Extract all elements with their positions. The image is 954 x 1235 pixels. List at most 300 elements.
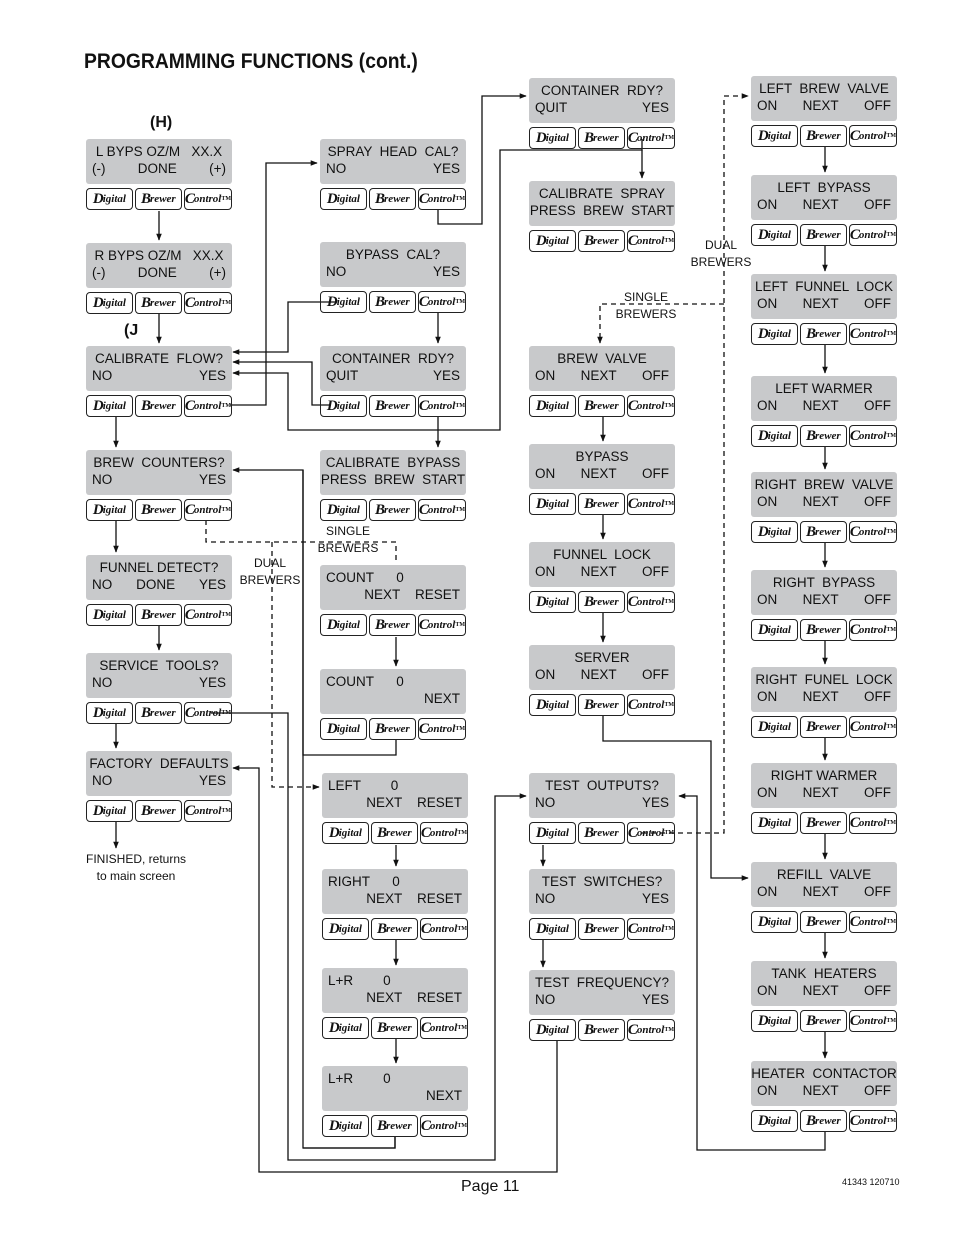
key-initial: D bbox=[326, 190, 338, 207]
key-initial: C bbox=[184, 190, 195, 207]
right-button[interactable] bbox=[184, 702, 232, 724]
lcd-text: ON bbox=[757, 983, 778, 998]
key-label: rewer bbox=[593, 699, 619, 711]
key-label: rewer bbox=[593, 827, 619, 839]
right-button[interactable] bbox=[420, 822, 468, 844]
lcd-text: DONE bbox=[137, 161, 177, 176]
middle-button[interactable] bbox=[371, 1115, 418, 1137]
left-button[interactable] bbox=[322, 918, 369, 940]
key-initial: C bbox=[627, 232, 638, 249]
lcd-text: LEFT BYPASS bbox=[777, 180, 871, 195]
middle-button[interactable] bbox=[800, 619, 847, 641]
key-label: rewer bbox=[150, 609, 176, 621]
right-button[interactable] bbox=[627, 230, 675, 252]
key-initial: B bbox=[377, 1117, 388, 1134]
left-button[interactable] bbox=[751, 716, 798, 738]
key-initial: C bbox=[849, 127, 860, 144]
menu-node-right-bypass bbox=[751, 570, 897, 641]
lcd-text: RIGHT 0 bbox=[328, 874, 400, 889]
key-label: rewer bbox=[150, 707, 176, 719]
right-button[interactable] bbox=[184, 604, 232, 626]
lcd-text: R BYPS OZ/M XX.X bbox=[94, 248, 224, 263]
key-initial: D bbox=[326, 501, 338, 518]
left-button[interactable] bbox=[529, 1019, 576, 1041]
lcd-display bbox=[751, 763, 897, 808]
lcd-text: (+) bbox=[209, 265, 226, 280]
key-initial: D bbox=[535, 920, 547, 937]
key-label: ontrol bbox=[429, 827, 458, 839]
right-button[interactable] bbox=[184, 292, 232, 314]
key-initial: C bbox=[184, 606, 195, 623]
key-label: igital bbox=[767, 430, 791, 442]
lcd-text: YES bbox=[641, 100, 669, 115]
key-initial: C bbox=[849, 718, 860, 735]
middle-button[interactable] bbox=[578, 230, 625, 252]
lcd-text: NEXT bbox=[580, 564, 617, 579]
key-label: igital bbox=[102, 707, 126, 719]
left-button[interactable] bbox=[322, 1115, 369, 1137]
dual-brewers-label: DUAL BREWERS bbox=[239, 556, 301, 587]
right-button[interactable] bbox=[849, 911, 897, 933]
lcd-text: (-) bbox=[92, 265, 106, 280]
right-button[interactable] bbox=[849, 812, 897, 834]
middle-button[interactable] bbox=[369, 395, 416, 417]
lcd-text: OFF bbox=[863, 494, 891, 509]
left-button[interactable] bbox=[86, 604, 133, 626]
lcd-display bbox=[751, 376, 897, 421]
key-label: ontrol bbox=[193, 297, 222, 309]
left-button[interactable] bbox=[529, 395, 576, 417]
middle-button[interactable] bbox=[369, 718, 416, 740]
key-initial: B bbox=[584, 232, 595, 249]
left-button[interactable] bbox=[322, 1017, 369, 1039]
key-initial: C bbox=[627, 920, 638, 937]
left-button[interactable] bbox=[529, 127, 576, 149]
left-button[interactable] bbox=[751, 911, 798, 933]
middle-button[interactable] bbox=[578, 694, 625, 716]
middle-button[interactable] bbox=[369, 614, 416, 636]
trademark-mark: TM bbox=[664, 702, 675, 708]
left-button[interactable] bbox=[751, 1010, 798, 1032]
lcd-text: RIGHT BYPASS bbox=[772, 575, 876, 590]
right-button[interactable] bbox=[849, 716, 897, 738]
trademark-mark: TM bbox=[664, 403, 675, 409]
key-initial: B bbox=[375, 397, 386, 414]
lcd-text: OFF bbox=[863, 398, 891, 413]
lcd-text: NO bbox=[326, 264, 347, 279]
right-button[interactable] bbox=[627, 1019, 675, 1041]
right-button[interactable] bbox=[849, 619, 897, 641]
key-label: igital bbox=[545, 235, 569, 247]
right-button[interactable] bbox=[627, 591, 675, 613]
key-initial: B bbox=[584, 495, 595, 512]
left-button[interactable] bbox=[86, 188, 133, 210]
key-initial: D bbox=[535, 397, 547, 414]
left-button[interactable] bbox=[529, 822, 576, 844]
key-label: ontrol bbox=[858, 130, 887, 142]
middle-button[interactable] bbox=[135, 292, 182, 314]
right-button[interactable] bbox=[418, 499, 466, 521]
key-label: rewer bbox=[384, 619, 410, 631]
trademark-mark: TM bbox=[886, 724, 897, 730]
key-label: ontrol bbox=[193, 609, 222, 621]
left-button[interactable] bbox=[322, 822, 369, 844]
middle-button[interactable] bbox=[371, 822, 418, 844]
key-label: igital bbox=[102, 297, 126, 309]
lcd-text: NEXT bbox=[802, 592, 839, 607]
right-button[interactable] bbox=[849, 425, 897, 447]
left-button[interactable] bbox=[751, 521, 798, 543]
key-initial: B bbox=[141, 294, 152, 311]
key-initial: B bbox=[141, 397, 152, 414]
trademark-mark: TM bbox=[455, 403, 466, 409]
lcd-text: ON bbox=[757, 494, 778, 509]
menu-node-heater-contactor bbox=[751, 1061, 897, 1132]
key-initial: D bbox=[757, 814, 769, 831]
right-button[interactable] bbox=[627, 493, 675, 515]
left-button[interactable] bbox=[751, 1110, 798, 1132]
key-initial: C bbox=[418, 720, 429, 737]
middle-button[interactable] bbox=[371, 918, 418, 940]
lcd-text: OFF bbox=[863, 296, 891, 311]
lcd-display bbox=[86, 346, 232, 391]
lcd-text: OFF bbox=[863, 884, 891, 899]
finished-label-2: to main screen bbox=[96, 869, 176, 883]
lcd-display bbox=[322, 1066, 468, 1111]
left-button[interactable] bbox=[529, 591, 576, 613]
middle-button[interactable] bbox=[800, 1110, 847, 1132]
key-label: rewer bbox=[386, 827, 412, 839]
middle-button[interactable] bbox=[800, 323, 847, 345]
connector-line bbox=[303, 1137, 395, 1148]
trademark-mark: TM bbox=[886, 919, 897, 925]
key-initial: B bbox=[806, 1012, 817, 1029]
trademark-mark: TM bbox=[221, 300, 232, 306]
right-button[interactable] bbox=[627, 918, 675, 940]
key-label: rewer bbox=[386, 1022, 412, 1034]
left-button[interactable] bbox=[320, 718, 367, 740]
menu-node-refill-valve bbox=[751, 862, 897, 933]
key-initial: B bbox=[806, 814, 817, 831]
key-initial: C bbox=[627, 696, 638, 713]
key-label: ontrol bbox=[427, 193, 456, 205]
key-label: ontrol bbox=[427, 723, 456, 735]
middle-button[interactable] bbox=[578, 395, 625, 417]
lcd-text: NEXT RESET bbox=[366, 795, 462, 810]
left-button[interactable] bbox=[320, 499, 367, 521]
middle-button[interactable] bbox=[800, 425, 847, 447]
lcd-text: OFF bbox=[863, 592, 891, 607]
key-label: ontrol bbox=[427, 400, 456, 412]
right-button[interactable] bbox=[420, 1017, 468, 1039]
key-label: ontrol bbox=[427, 504, 456, 516]
trademark-mark: TM bbox=[886, 1018, 897, 1024]
lcd-text: NEXT bbox=[802, 296, 839, 311]
left-button[interactable] bbox=[751, 224, 798, 246]
right-button[interactable] bbox=[184, 188, 232, 210]
left-button[interactable] bbox=[86, 702, 133, 724]
lcd-text: COUNT 0 bbox=[326, 570, 404, 585]
key-initial: B bbox=[377, 1019, 388, 1036]
key-label: igital bbox=[545, 132, 569, 144]
key-label: rewer bbox=[150, 297, 176, 309]
left-button[interactable] bbox=[86, 292, 133, 314]
middle-button[interactable] bbox=[578, 822, 625, 844]
key-initial: B bbox=[375, 720, 386, 737]
menu-node-left-count bbox=[322, 773, 468, 844]
lcd-text: YES bbox=[198, 773, 226, 788]
lcd-text: CALIBRATE SPRAY bbox=[538, 186, 666, 201]
key-label: rewer bbox=[150, 805, 176, 817]
key-label: ontrol bbox=[429, 923, 458, 935]
key-initial: D bbox=[535, 696, 547, 713]
key-initial: B bbox=[584, 129, 595, 146]
right-button[interactable] bbox=[849, 521, 897, 543]
menu-node-count-next bbox=[320, 669, 466, 740]
lcd-text: SPRAY HEAD CAL? bbox=[327, 144, 459, 159]
key-label: rewer bbox=[386, 1120, 412, 1132]
menu-node-test-switches bbox=[529, 869, 675, 940]
right-button[interactable] bbox=[627, 822, 675, 844]
left-button[interactable] bbox=[320, 614, 367, 636]
page-number: Page 11 bbox=[461, 1178, 520, 1195]
key-initial: D bbox=[92, 606, 104, 623]
right-button[interactable] bbox=[849, 125, 897, 147]
left-button[interactable] bbox=[529, 230, 576, 252]
key-label: ontrol bbox=[636, 923, 665, 935]
single-brewers-label-right: SINGLE BREWERS bbox=[615, 290, 677, 321]
lcd-display bbox=[751, 472, 897, 517]
middle-button[interactable] bbox=[800, 125, 847, 147]
key-label: ontrol bbox=[858, 721, 887, 733]
trademark-mark: TM bbox=[664, 135, 675, 141]
middle-button[interactable] bbox=[135, 499, 182, 521]
middle-button[interactable] bbox=[800, 911, 847, 933]
key-label: rewer bbox=[150, 400, 176, 412]
left-button[interactable] bbox=[320, 395, 367, 417]
lcd-text: ON bbox=[757, 98, 778, 113]
middle-button[interactable] bbox=[135, 188, 182, 210]
right-button[interactable] bbox=[184, 800, 232, 822]
right-button[interactable] bbox=[418, 188, 466, 210]
lcd-text: ON bbox=[757, 1083, 778, 1098]
lcd-display bbox=[529, 970, 675, 1015]
key-initial: C bbox=[184, 294, 195, 311]
key-initial: B bbox=[806, 325, 817, 342]
lcd-display bbox=[529, 444, 675, 489]
menu-node-server bbox=[529, 645, 675, 716]
key-label: igital bbox=[767, 229, 791, 241]
lcd-text: NO bbox=[535, 795, 556, 810]
lcd-text: OFF bbox=[641, 667, 669, 682]
lcd-text: ON bbox=[757, 884, 778, 899]
lcd-text: LEFT FUNNEL LOCK bbox=[754, 279, 894, 294]
middle-button[interactable] bbox=[135, 702, 182, 724]
middle-button[interactable] bbox=[369, 499, 416, 521]
trademark-mark: TM bbox=[886, 820, 897, 826]
right-button[interactable] bbox=[627, 395, 675, 417]
left-button[interactable] bbox=[86, 499, 133, 521]
middle-button[interactable] bbox=[800, 812, 847, 834]
trademark-mark: TM bbox=[221, 710, 232, 716]
key-label: igital bbox=[545, 498, 569, 510]
middle-button[interactable] bbox=[135, 395, 182, 417]
menu-node-container-rdy-2 bbox=[320, 346, 466, 417]
menu-node-service-tools bbox=[86, 653, 232, 724]
lcd-display bbox=[751, 667, 897, 712]
key-label: rewer bbox=[815, 721, 841, 733]
trademark-mark: TM bbox=[664, 926, 675, 932]
trademark-mark: TM bbox=[457, 1123, 468, 1129]
key-initial: C bbox=[420, 1117, 431, 1134]
middle-button[interactable] bbox=[800, 716, 847, 738]
left-button[interactable] bbox=[320, 291, 367, 313]
middle-button[interactable] bbox=[800, 1010, 847, 1032]
trademark-mark: TM bbox=[886, 529, 897, 535]
middle-button[interactable] bbox=[578, 1019, 625, 1041]
lcd-display bbox=[320, 669, 466, 714]
left-button[interactable] bbox=[751, 812, 798, 834]
middle-button[interactable] bbox=[369, 188, 416, 210]
left-button[interactable] bbox=[529, 694, 576, 716]
middle-button[interactable] bbox=[800, 521, 847, 543]
key-initial: D bbox=[92, 704, 104, 721]
left-button[interactable] bbox=[751, 425, 798, 447]
key-label: igital bbox=[767, 721, 791, 733]
lcd-text: CALIBRATE BYPASS bbox=[325, 455, 461, 470]
key-initial: B bbox=[584, 593, 595, 610]
middle-button[interactable] bbox=[371, 1017, 418, 1039]
key-initial: C bbox=[849, 913, 860, 930]
right-button[interactable] bbox=[627, 694, 675, 716]
key-label: ontrol bbox=[858, 430, 887, 442]
lcd-text: NEXT bbox=[802, 197, 839, 212]
key-initial: D bbox=[326, 397, 338, 414]
trademark-mark: TM bbox=[455, 299, 466, 305]
connector-line bbox=[233, 362, 331, 405]
menu-node-right-brew-valve bbox=[751, 472, 897, 543]
right-button[interactable] bbox=[184, 499, 232, 521]
key-initial: C bbox=[418, 293, 429, 310]
right-button[interactable] bbox=[418, 718, 466, 740]
lcd-text: DONE bbox=[136, 577, 176, 592]
key-initial: D bbox=[328, 1117, 340, 1134]
lcd-text: NEXT RESET bbox=[364, 587, 460, 602]
key-label: igital bbox=[336, 296, 360, 308]
key-label: ontrol bbox=[858, 526, 887, 538]
right-button[interactable] bbox=[418, 614, 466, 636]
trademark-mark: TM bbox=[455, 726, 466, 732]
key-label: igital bbox=[338, 923, 362, 935]
lcd-text: RIGHT FUNEL LOCK bbox=[755, 672, 893, 687]
menu-node-right-warmer bbox=[751, 763, 897, 834]
lcd-text: OFF bbox=[641, 564, 669, 579]
key-initial: B bbox=[806, 621, 817, 638]
key-label: igital bbox=[767, 1015, 791, 1027]
lcd-text: FUNNEL DETECT? bbox=[99, 560, 219, 575]
right-button[interactable] bbox=[418, 395, 466, 417]
key-label: igital bbox=[767, 916, 791, 928]
left-button[interactable] bbox=[751, 619, 798, 641]
key-initial: D bbox=[92, 501, 104, 518]
right-button[interactable] bbox=[184, 395, 232, 417]
lcd-text: OFF bbox=[863, 1083, 891, 1098]
key-initial: D bbox=[535, 1021, 547, 1038]
right-button[interactable] bbox=[849, 1110, 897, 1132]
menu-node-spray-head-cal bbox=[320, 139, 466, 210]
right-button[interactable] bbox=[849, 1010, 897, 1032]
left-button[interactable] bbox=[529, 918, 576, 940]
trademark-mark: TM bbox=[664, 599, 675, 605]
key-initial: D bbox=[757, 621, 769, 638]
key-label: ontrol bbox=[193, 504, 222, 516]
middle-button[interactable] bbox=[578, 493, 625, 515]
left-button[interactable] bbox=[320, 188, 367, 210]
trademark-mark: TM bbox=[886, 232, 897, 238]
key-label: rewer bbox=[593, 235, 619, 247]
left-button[interactable] bbox=[529, 493, 576, 515]
key-label: rewer bbox=[815, 817, 841, 829]
key-label: ontrol bbox=[429, 1022, 458, 1034]
left-button[interactable] bbox=[751, 125, 798, 147]
middle-button[interactable] bbox=[800, 224, 847, 246]
key-initial: C bbox=[849, 1012, 860, 1029]
lcd-text: OFF bbox=[863, 98, 891, 113]
lcd-display bbox=[529, 869, 675, 914]
section-j-label: (J bbox=[124, 322, 139, 339]
menu-node-calibrate-spray bbox=[529, 181, 675, 252]
finished-label-1: FINISHED, returns bbox=[85, 852, 187, 866]
right-button[interactable] bbox=[849, 224, 897, 246]
key-initial: B bbox=[375, 616, 386, 633]
lcd-text: ON bbox=[757, 689, 778, 704]
right-button[interactable] bbox=[849, 323, 897, 345]
middle-button[interactable] bbox=[578, 127, 625, 149]
trademark-mark: TM bbox=[457, 830, 468, 836]
lcd-text: NEXT bbox=[423, 691, 460, 706]
key-initial: B bbox=[806, 427, 817, 444]
key-label: igital bbox=[338, 1120, 362, 1132]
key-initial: D bbox=[326, 720, 338, 737]
middle-button[interactable] bbox=[135, 604, 182, 626]
middle-button[interactable] bbox=[578, 918, 625, 940]
right-button[interactable] bbox=[420, 1115, 468, 1137]
menu-node-funnel-lock bbox=[529, 542, 675, 613]
left-button[interactable] bbox=[86, 800, 133, 822]
key-label: ontrol bbox=[636, 699, 665, 711]
right-button[interactable] bbox=[420, 918, 468, 940]
right-button[interactable] bbox=[418, 291, 466, 313]
right-button[interactable] bbox=[627, 127, 675, 149]
key-label: rewer bbox=[815, 1015, 841, 1027]
trademark-mark: TM bbox=[221, 196, 232, 202]
key-label: rewer bbox=[815, 916, 841, 928]
middle-button[interactable] bbox=[369, 291, 416, 313]
key-label: rewer bbox=[384, 504, 410, 516]
left-button[interactable] bbox=[751, 323, 798, 345]
middle-button[interactable] bbox=[578, 591, 625, 613]
menu-node-right-funel-lock bbox=[751, 667, 897, 738]
lcd-text: NO bbox=[92, 368, 113, 383]
key-initial: B bbox=[141, 190, 152, 207]
key-label: ontrol bbox=[193, 193, 222, 205]
lcd-text: L+R 0 bbox=[328, 1071, 391, 1086]
trademark-mark: TM bbox=[886, 433, 897, 439]
lcd-text: NEXT bbox=[802, 98, 839, 113]
middle-button[interactable] bbox=[135, 800, 182, 822]
lcd-display bbox=[751, 961, 897, 1006]
left-button[interactable] bbox=[86, 395, 133, 417]
